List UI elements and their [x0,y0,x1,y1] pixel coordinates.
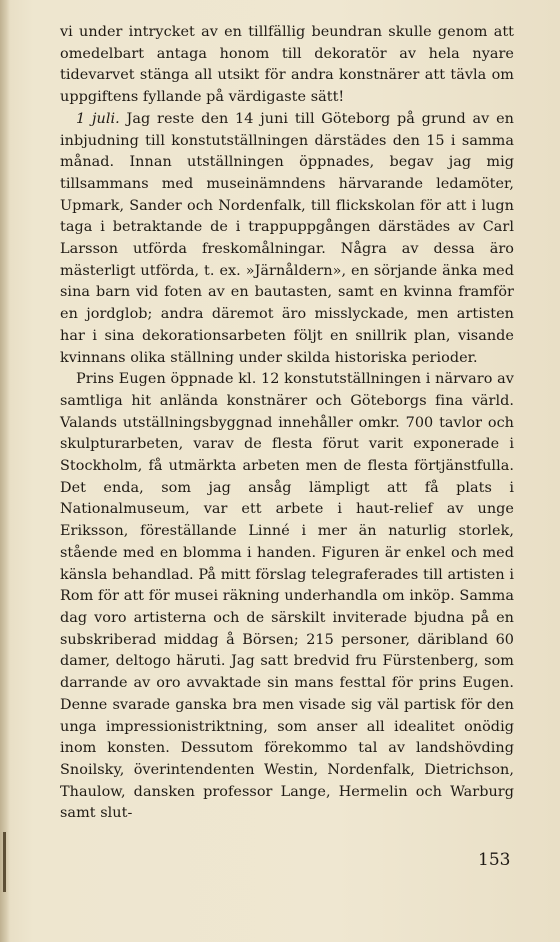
paragraph-exhibition: Prins Eugen öppnade kl. 12 konstutställningen i närvaro av samtliga hit anlända konstnärer och Göteborgs fina värld. Valands utställningsbyggnad innehåller omkr. 700 tavlor och skulpturarbeten, varav de flesta förut varit exponerade i Stockholm, få utmärkta arbeten men de flesta förtjänstfulla. Det enda, som jag ansåg lämpligt att få plats i Nationalmuseum, var ett arbete i haut-relief av unge Eriksson, föreställande Linné i mer än naturlig storlek, stående med en blomma i handen. Figuren är enkel och med känsla behandlad. På mitt förslag telegraferades till artisten i Rom för att för musei räkning underhandla om inköp. Samma dag voro artisterna och de särskilt inviterade bjudna på en subskriberad middag å Börsen; 215 personer, däribland 60 damer, deltogo häruti. Jag satt bredvid fru Fürstenberg, som darrande av oro avvaktade sin mans festtal för prins Eugen. Denne svarade ganska bra men visade sig väl partisk för den unga impressionistriktning, som anser all idealitet onödig inom konsten. Dessutom förekommo tal av landshövding Snoilsky, överintendenten Westin, Nordenfalk, Dietrichson, Thaulow, dansken professor Lange, Hermelin och Warburg samt slut- [60,371,514,822]
paragraph-continuation: vi under intrycket av en tillfällig beundran skulle genom att omedelbart antaga honom till dekoratör av hela nyare tidevarvet stänga all utsikt för andra konstnärer att tävla om uppgiftens fyllande på värdigaste sätt! [60,24,514,106]
book-gutter [0,0,10,942]
entry-date: 1 juli. [76,110,120,127]
paragraph-diary-entry [60,109,514,369]
page-number: 153 [478,850,511,870]
entry-text: Jag reste den 14 juni till Göteborg på grund av en inbjudning till konstutställningen därstädes den 15 i samma månad. Innan utställningen öppnades, begav jag mig tillsammans med museinämndens härvarande ledamöter, Upmark, Sander och Nordenfalk, till flickskolan för att i lugn taga i betraktande de i trappuppgången därstädes av Carl Larsson utförda freskomålningar. Några av dessa äro mästerligt utförda, t. ex. »Järnåldern», en sörjande änka med sina barn vid foten av en bautasten, samt en kvinna framför en jordglob; andra däremot äro misslyckade, men artisten har i sina dekorationsarbeten följt en snillrik plan, visande kvinnans olika ställning under skilda historiska perioder. [60,110,514,366]
gutter-mark [3,832,6,892]
body-text [60,22,514,825]
